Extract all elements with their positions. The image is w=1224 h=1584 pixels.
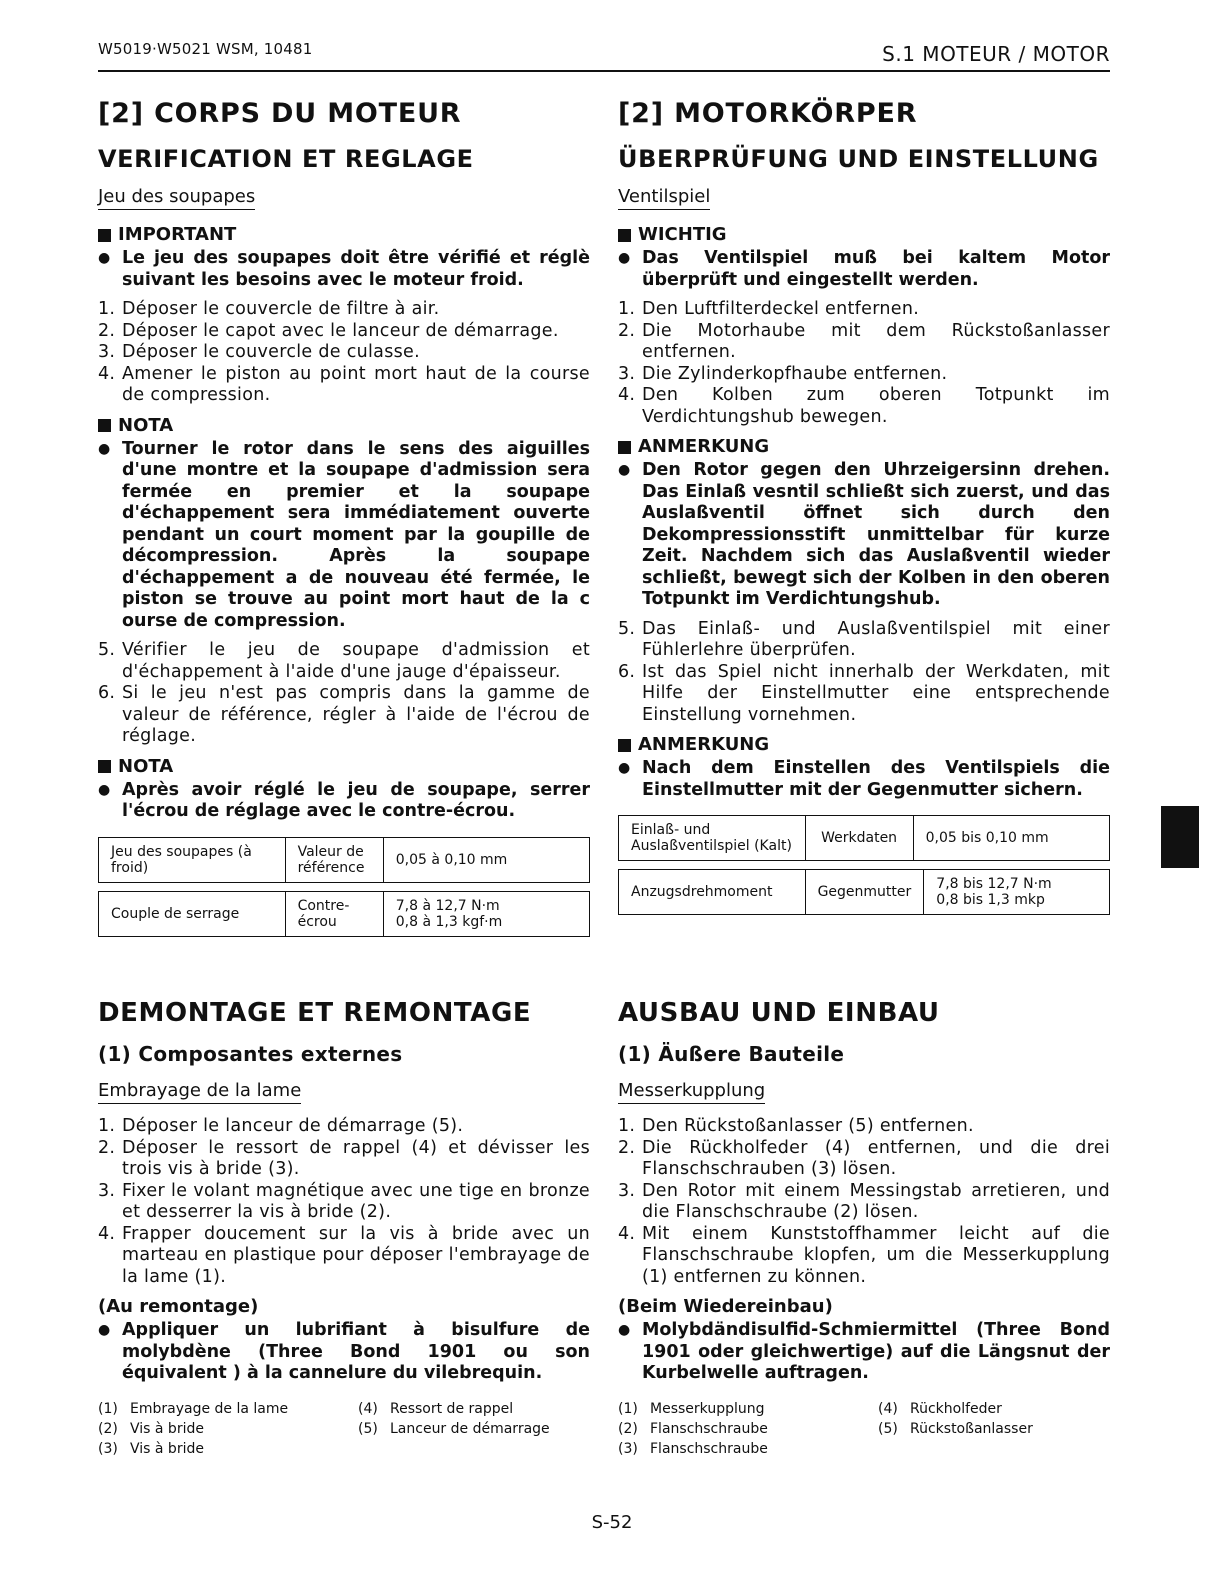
bullet-icon: ●: [618, 1322, 631, 1338]
header-rule: [98, 70, 1110, 72]
bullet-icon: ●: [98, 781, 111, 798]
square-bullet-icon: [98, 229, 111, 242]
fr-spec2-item: Couple de serrage: [99, 891, 286, 936]
de-nota2-heading: ANMERKUNG: [618, 734, 1110, 756]
de-nota1-heading: ANMERKUNG: [618, 436, 1110, 458]
list-item: 4. Den Kolben zum oberen Totpunkt im Verdichtungshub bewegen.: [618, 385, 1110, 427]
de-disassembly-heading: AUSBAU UND EINBAU: [618, 998, 940, 1028]
list-item: 2. Die Motorhaube mit dem Rückstoßanlasser entfernen.: [618, 320, 1110, 362]
fr-nota1-text: ● Tourner le rotor dans le sens des aiguilles d'une montre et la soupape d'admission sera fermée en premier et la soupape d'échappement sera immédiatement ouverte pendant un court moment par la goupille de décompression. Après la soupape d'échappement a de nouveau été fermée, le piston se trouve au point mort haut de la c ourse de compression.: [98, 438, 590, 631]
fr-important-text: ● Le jeu des soupapes doit être vérifié et réglè suivant les besoins avec le moteur froid.: [98, 248, 590, 290]
fr-reassembly-label: (Au remontage): [98, 1296, 259, 1317]
fr-spec1-value: 0,05 à 0,10 mm: [383, 837, 589, 882]
legend-item: (4) Ressort de rappel: [358, 1400, 514, 1417]
fr-steps-a: [98, 299, 590, 407]
de-nota2-text: ● Nach dem Einstellen des Ventilspiels die Einstellmutter mit der Gegenmutter sichern.: [618, 758, 1110, 800]
de-spec1-kind: Werkdaten: [805, 816, 913, 861]
de-steps-b: [618, 619, 1110, 727]
square-bullet-icon: [98, 760, 111, 773]
fr-nota2-heading: NOTA: [98, 756, 590, 778]
fr-steps-b: [98, 640, 590, 748]
german-column-lower: [618, 996, 1110, 1459]
list-item: 4. Frapper doucement sur la vis à bride avec un marteau en plastique pour déposer l'embrayage de la lame (1).: [98, 1223, 590, 1287]
fr-spec2-value: 7,8 à 12,7 N·m 0,8 à 1,3 kgf·m: [383, 891, 589, 936]
de-spec2-value: 7,8 bis 12,7 N·m 0,8 bis 1,3 mkp: [924, 870, 1110, 915]
list-item: 1. Déposer le couvercle de filtre à air.: [98, 299, 440, 319]
de-nota1-text: ● Den Rotor gegen den Uhrzeigersinn drehen. Das Einlaß vesntil schließt sich zuerst, und das Auslaßventil öffnet sich durch den Dekompressionsstift unmittelbar für kurze Zeit. Nachdem sich das Auslaßventil wieder schließt, bewegt sich der Kolben in den oberen Totpunkt im Verdichtungshub.: [618, 460, 1110, 609]
fr-reassembly-text: ● Appliquer un lubrifiant à bisulfure de molybdène (Three Bond 1901 ou son équivalent ) à la cannelure du vilebrequin.: [98, 1320, 590, 1383]
de-spec-torque-table: [618, 869, 1110, 915]
french-column-upper: [98, 96, 590, 937]
square-bullet-icon: [618, 739, 631, 752]
list-item: 2. Déposer le capot avec le lanceur de démarrage.: [98, 320, 559, 341]
de-spec2-kind: Gegenmutter: [805, 870, 924, 915]
legend-item: (2) Vis à bride: [98, 1420, 204, 1437]
list-item: 3. Déposer le couvercle de culasse.: [98, 342, 420, 362]
fr-spec1-item: Jeu des soupapes (à froid): [99, 837, 286, 882]
fr-steps-c: [98, 1116, 590, 1288]
list-item: 3. Die Zylinderkopfhaube entfernen.: [618, 363, 948, 384]
list-item: 1. Den Rückstoßanlasser (5) entfernen.: [618, 1116, 974, 1136]
de-spec2-item: Anzugsdrehmoment: [619, 870, 806, 915]
de-important-heading: WICHTIG: [618, 224, 1110, 246]
list-item: 5. Das Einlaß- und Auslaßventilspiel mit einer Fühlerlehre überprüfen.: [618, 618, 1110, 660]
document-id: W5019·W5021 WSM, 10481: [98, 40, 313, 58]
fr-spec-clearance-table: [98, 837, 590, 883]
legend-item: (4) Rückholfeder: [878, 1400, 1002, 1417]
de-reassembly-label: (Beim Wiedereinbau): [618, 1296, 833, 1317]
fr-spec1-kind: Valeur de référence: [285, 837, 383, 882]
list-item: 2. Déposer le ressort de rappel (4) et dévisser les trois vis à bride (3).: [98, 1137, 590, 1179]
fr-spec2-kind: Contre-écrou: [285, 891, 383, 936]
fr-topic: Jeu des soupapes: [98, 186, 255, 210]
de-topic: Ventilspiel: [618, 186, 710, 210]
page-number: S-52: [591, 1512, 633, 1533]
list-item: 3. Fixer le volant magnétique avec une tige en bronze et desserrer la vis à bride (2).: [98, 1180, 590, 1222]
de-spec1-item: Einlaß- und Auslaßventilspiel (Kalt): [619, 816, 806, 861]
list-item: 4. Mit einem Kunststoffhammer leicht auf die Flanschschraube klopfen, um die Messerkupplung (1) entfernen zu können.: [618, 1223, 1110, 1287]
de-spec1-value: 0,05 bis 0,10 mm: [913, 816, 1109, 861]
square-bullet-icon: [98, 419, 111, 432]
de-steps-c: [618, 1116, 1110, 1288]
de-subtitle: ÜBERPRÜFUNG UND EINSTELLUNG: [618, 145, 1099, 173]
list-item: 1. Déposer le lanceur de démarrage (5).: [98, 1116, 464, 1136]
de-reassembly-text: ● Molybdändisulfid-Schmiermittel (Three Bond 1901 oder gleichwertige) auf die Längsnut der Kurbelwelle auftragen.: [618, 1320, 1110, 1383]
bullet-icon: ●: [98, 250, 111, 266]
square-bullet-icon: [618, 229, 631, 242]
de-important-text: ● Das Ventilspiel muß bei kaltem Motor überprüft und eingestellt werden.: [618, 248, 1110, 290]
german-column-upper: [618, 96, 1110, 915]
french-column-lower: [98, 996, 590, 1459]
fr-title: [2] CORPS DU MOTEUR: [98, 98, 462, 129]
section-title: S.1 MOTEUR / MOTOR: [882, 42, 1110, 66]
legend-item: (5) Lanceur de démarrage: [358, 1420, 550, 1437]
de-components-heading: (1) Äußere Bauteile: [618, 1042, 845, 1066]
list-item: 5. Vérifier le jeu de soupape d'admission et d'échappement à l'aide d'une jauge d'épaisseur.: [98, 640, 590, 682]
list-item: 2. Die Rückholfeder (4) entfernen, und die drei Flanschschrauben (3) lösen.: [618, 1137, 1110, 1179]
bullet-icon: ●: [98, 440, 111, 457]
fr-topic2: Embrayage de la lame: [98, 1080, 301, 1104]
list-item: 6. Si le jeu n'est pas compris dans la gamme de valeur de référence, régler à l'aide de l'écrou de réglage.: [98, 683, 590, 746]
square-bullet-icon: [618, 441, 631, 454]
list-item: 3. Den Rotor mit einem Messingstab arretieren, und die Flanschschraube (2) lösen.: [618, 1180, 1110, 1222]
de-title: [2] MOTORKÖRPER: [618, 98, 918, 129]
list-item: 1. Den Luftfilterdeckel entfernen.: [618, 299, 920, 319]
legend-item: (3) Vis à bride: [98, 1440, 204, 1457]
legend-item: (5) Rückstoßanlasser: [878, 1420, 1033, 1437]
legend-item: (2) Flanschschraube: [618, 1420, 768, 1437]
fr-subtitle: VERIFICATION ET REGLAGE: [98, 145, 474, 173]
fr-important-heading: IMPORTANT: [98, 224, 590, 246]
bullet-icon: ●: [98, 1322, 111, 1338]
fr-spec-torque-table: [98, 891, 590, 937]
fr-components-heading: (1) Composantes externes: [98, 1042, 403, 1066]
de-legend: [618, 1399, 1110, 1459]
fr-nota2-text: ● Après avoir réglé le jeu de soupape, serrer l'écrou de réglage avec le contre-écrou.: [98, 779, 590, 821]
section-thumb-tab: [1161, 806, 1199, 868]
fr-legend: [98, 1399, 590, 1459]
bullet-icon: ●: [618, 760, 631, 776]
de-topic2: Messerkupplung: [618, 1080, 765, 1104]
fr-disassembly-heading: DEMONTAGE ET REMONTAGE: [98, 998, 532, 1028]
de-steps-a: [618, 299, 1110, 428]
bullet-icon: ●: [618, 250, 631, 266]
legend-item: (1) Embrayage de la lame: [98, 1400, 289, 1417]
de-spec-clearance-table: [618, 815, 1110, 861]
fr-nota1-heading: NOTA: [98, 415, 590, 437]
bullet-icon: ●: [618, 462, 631, 478]
list-item: 6. Ist das Spiel nicht innerhalb der Werkdaten, mit Hilfe der Einstellmutter eine entsprechende Einstellung vornehmen.: [618, 661, 1110, 725]
legend-item: (1) Messerkupplung: [618, 1400, 765, 1417]
list-item: 4. Amener le piston au point mort haut de la course de compression.: [98, 363, 590, 405]
legend-item: (3) Flanschschraube: [618, 1440, 768, 1457]
